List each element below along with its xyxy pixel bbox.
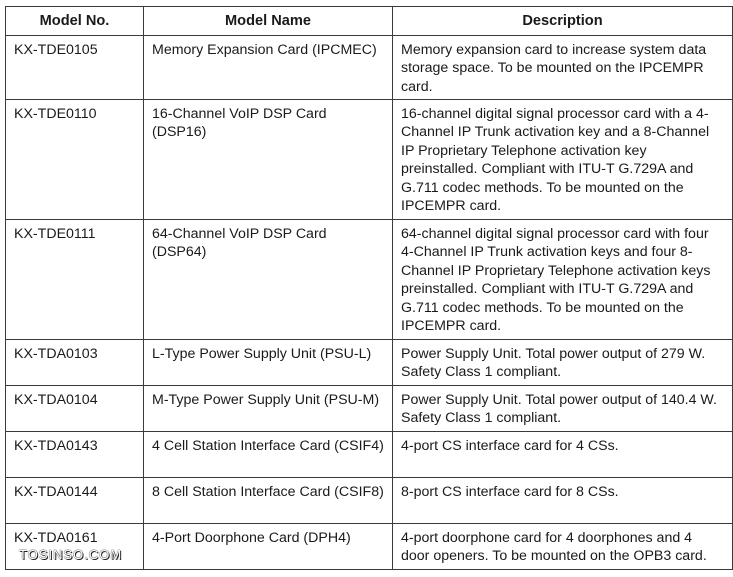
table-row	[6, 220, 733, 340]
model-no-cell: KX-TDE0110	[6, 100, 144, 220]
model-name-cell: 4-Port Doorphone Card (DPH4)	[144, 524, 393, 570]
model-name-cell: 8 Cell Station Interface Card (CSIF8)	[144, 478, 393, 524]
product-spec-table	[5, 6, 733, 570]
description-cell: Power Supply Unit. Total power output of 140.4 W. Safety Class 1 compliant.	[393, 386, 733, 432]
model-name-cell: 4 Cell Station Interface Card (CSIF4)	[144, 432, 393, 478]
model-no-cell: KX-TDA0161	[6, 524, 144, 570]
model-no-cell: KX-TDE0111	[6, 220, 144, 340]
description-cell: 8-port CS interface card for 8 CSs.	[393, 478, 733, 524]
description-cell: Power Supply Unit. Total power output of 279 W. Safety Class 1 compliant.	[393, 340, 733, 386]
header-description: Description	[393, 7, 733, 36]
table-row	[6, 432, 733, 478]
model-name-cell: M-Type Power Supply Unit (PSU-M)	[144, 386, 393, 432]
description-cell: Memory expansion card to increase system data storage space. To be mounted on the IPCEMPR card.	[393, 36, 733, 100]
model-no-cell: KX-TDA0103	[6, 340, 144, 386]
description-cell: 4-port CS interface card for 4 CSs.	[393, 432, 733, 478]
table-row	[6, 36, 733, 100]
table-row	[6, 100, 733, 220]
model-name-cell: 16-Channel VoIP DSP Card (DSP16)	[144, 100, 393, 220]
model-name-cell: 64-Channel VoIP DSP Card (DSP64)	[144, 220, 393, 340]
header-model-no: Model No.	[6, 7, 144, 36]
table-row	[6, 386, 733, 432]
table-row	[6, 478, 733, 524]
description-cell: 64-channel digital signal processor card with four 4-Channel IP Trunk activation keys and four 8-Channel IP Proprietary Telephone activation keys preinstalled. Compliant with ITU-T G.729A and G.711 codec methods. To be mounted on the IPCEMPR card.	[393, 220, 733, 340]
watermark-text: TOSINSO.COM	[19, 547, 123, 562]
model-no-cell: KX-TDA0144	[6, 478, 144, 524]
description-cell: 4-port doorphone card for 4 doorphones and 4 door openers. To be mounted on the OPB3 card.	[393, 524, 733, 570]
header-model-name: Model Name	[144, 7, 393, 36]
description-cell: 16-channel digital signal processor card with a 4-Channel IP Trunk activation key and a 8-Channel IP Proprietary Telephone activation key preinstalled. Compliant with ITU-T G.729A and G.711 codec methods. To be mounted on the IPCEMPR card.	[393, 100, 733, 220]
table-header-row	[6, 7, 733, 36]
table-row	[6, 340, 733, 386]
model-name-cell: Memory Expansion Card (IPCMEC)	[144, 36, 393, 100]
model-no-cell: KX-TDE0105	[6, 36, 144, 100]
model-no-cell: KX-TDA0143	[6, 432, 144, 478]
model-name-cell: L-Type Power Supply Unit (PSU-L)	[144, 340, 393, 386]
model-no-cell: KX-TDA0104	[6, 386, 144, 432]
table-row	[6, 524, 733, 570]
